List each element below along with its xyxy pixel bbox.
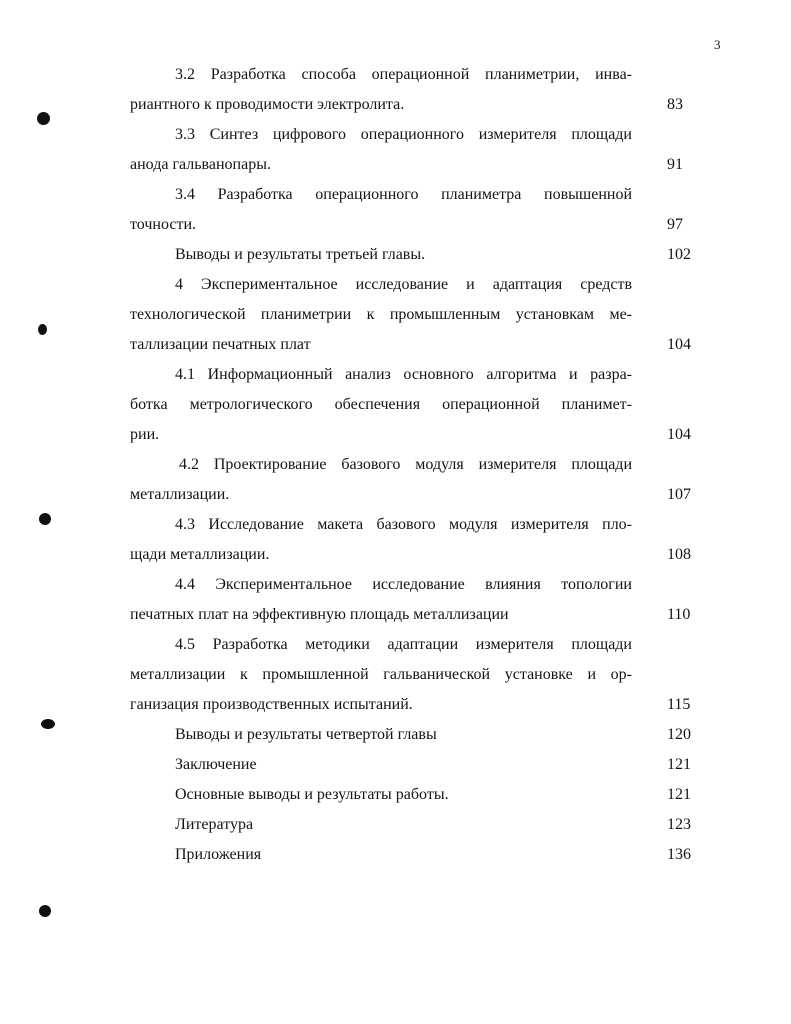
toc-page-number: 102 <box>667 246 691 263</box>
toc-entry-text: металлизации. <box>130 486 230 503</box>
toc-entry-line <box>0 630 791 660</box>
toc-page-number: 121 <box>667 786 691 803</box>
toc-entry-text: 3.3 Синтез цифрового операционного измерителя площади <box>175 126 632 143</box>
toc-entry-line <box>0 150 791 180</box>
toc-entry-text: 3.4 Разработка операционного планиметра повышенной <box>175 186 632 203</box>
toc-entry-line <box>0 690 791 720</box>
scan-blot <box>39 905 51 917</box>
toc-entry-line <box>0 180 791 210</box>
toc-entry-text: ботка метрологического обеспечения операционной планимет- <box>130 396 632 413</box>
toc-page-number: 91 <box>667 156 683 173</box>
toc-page-number: 136 <box>667 846 691 863</box>
toc-page-number: 83 <box>667 96 683 113</box>
toc-entry-text: Литература <box>175 816 254 833</box>
toc-entry-line <box>0 600 791 630</box>
toc-entry-line <box>0 330 791 360</box>
toc-entry-text: 4 Экспериментальное исследование и адаптация средств <box>175 276 632 293</box>
toc-page-number: 108 <box>667 546 691 563</box>
toc-entry-text: Основные выводы и результаты работы. <box>175 786 449 803</box>
toc-entry-text: Заключение <box>175 756 257 773</box>
toc-entry-text: Выводы и результаты третьей главы. <box>175 246 426 263</box>
page-number: 3 <box>714 37 721 52</box>
toc-entry-text: 4.1 Информационный анализ основного алгоритма и разра- <box>175 366 632 383</box>
toc-entry-text: 4.3 Исследование макета базового модуля измерителя пло- <box>175 516 632 533</box>
toc-entry-text: Выводы и результаты четвертой главы <box>175 726 437 743</box>
toc-entry-text: анода гальванопары. <box>130 156 271 173</box>
toc-entry-line <box>0 450 791 480</box>
toc-page-number: 121 <box>667 756 691 773</box>
toc-page-number: 123 <box>667 816 691 833</box>
toc-entry-line <box>0 720 791 750</box>
toc-page-number: 104 <box>667 426 691 443</box>
toc-page-number: 120 <box>667 726 691 743</box>
toc-entry-text: 4.5 Разработка методики адаптации измерителя площади <box>175 636 632 653</box>
toc-entry-text: технологической планиметрии к промышленным установкам ме- <box>130 306 632 323</box>
table-of-contents <box>0 60 791 870</box>
toc-entry-line <box>0 120 791 150</box>
toc-page-number: 107 <box>667 486 691 503</box>
toc-entry-line <box>0 660 791 690</box>
toc-page-number: 97 <box>667 216 683 233</box>
toc-entry-text: ганизация производственных испытаний. <box>130 696 413 713</box>
toc-entry-line <box>0 360 791 390</box>
toc-entry-line <box>0 510 791 540</box>
toc-entry-text: 4.2 Проектирование базового модуля измерителя площади <box>179 456 632 473</box>
toc-entry-line <box>0 540 791 570</box>
toc-entry-line <box>0 780 791 810</box>
toc-entry-text: щади металлизации. <box>130 546 270 563</box>
toc-entry-text: 4.4 Экспериментальное исследование влияния топологии <box>175 576 632 593</box>
toc-page-number: 110 <box>667 606 691 623</box>
toc-entry-line <box>0 300 791 330</box>
toc-entry-text: Приложения <box>175 846 262 863</box>
toc-entry-line <box>0 210 791 240</box>
toc-entry-line <box>0 420 791 450</box>
toc-entry-text: 3.2 Разработка способа операционной планиметрии, инва- <box>175 66 632 83</box>
toc-entry-text: риантного к проводимости электролита. <box>130 96 405 113</box>
toc-entry-text: рии. <box>130 426 160 443</box>
toc-entry-text: точности. <box>130 216 197 233</box>
toc-entry-text: металлизации к промышленной гальванической установке и ор- <box>130 666 632 683</box>
toc-entry-text: таллизации печатных плат <box>130 336 311 353</box>
toc-entry-line <box>0 570 791 600</box>
toc-entry-text: печатных плат на эффективную площадь металлизации <box>130 606 509 623</box>
toc-entry-line <box>0 240 791 270</box>
toc-page-number: 104 <box>667 336 691 353</box>
toc-page-number: 115 <box>667 696 691 713</box>
toc-entry-line <box>0 810 791 840</box>
toc-entry-line <box>0 90 791 120</box>
toc-entry-line <box>0 60 791 90</box>
toc-entry-line <box>0 270 791 300</box>
toc-entry-line <box>0 390 791 420</box>
toc-entry-line <box>0 480 791 510</box>
toc-entry-line <box>0 840 791 870</box>
toc-entry-line <box>0 750 791 780</box>
